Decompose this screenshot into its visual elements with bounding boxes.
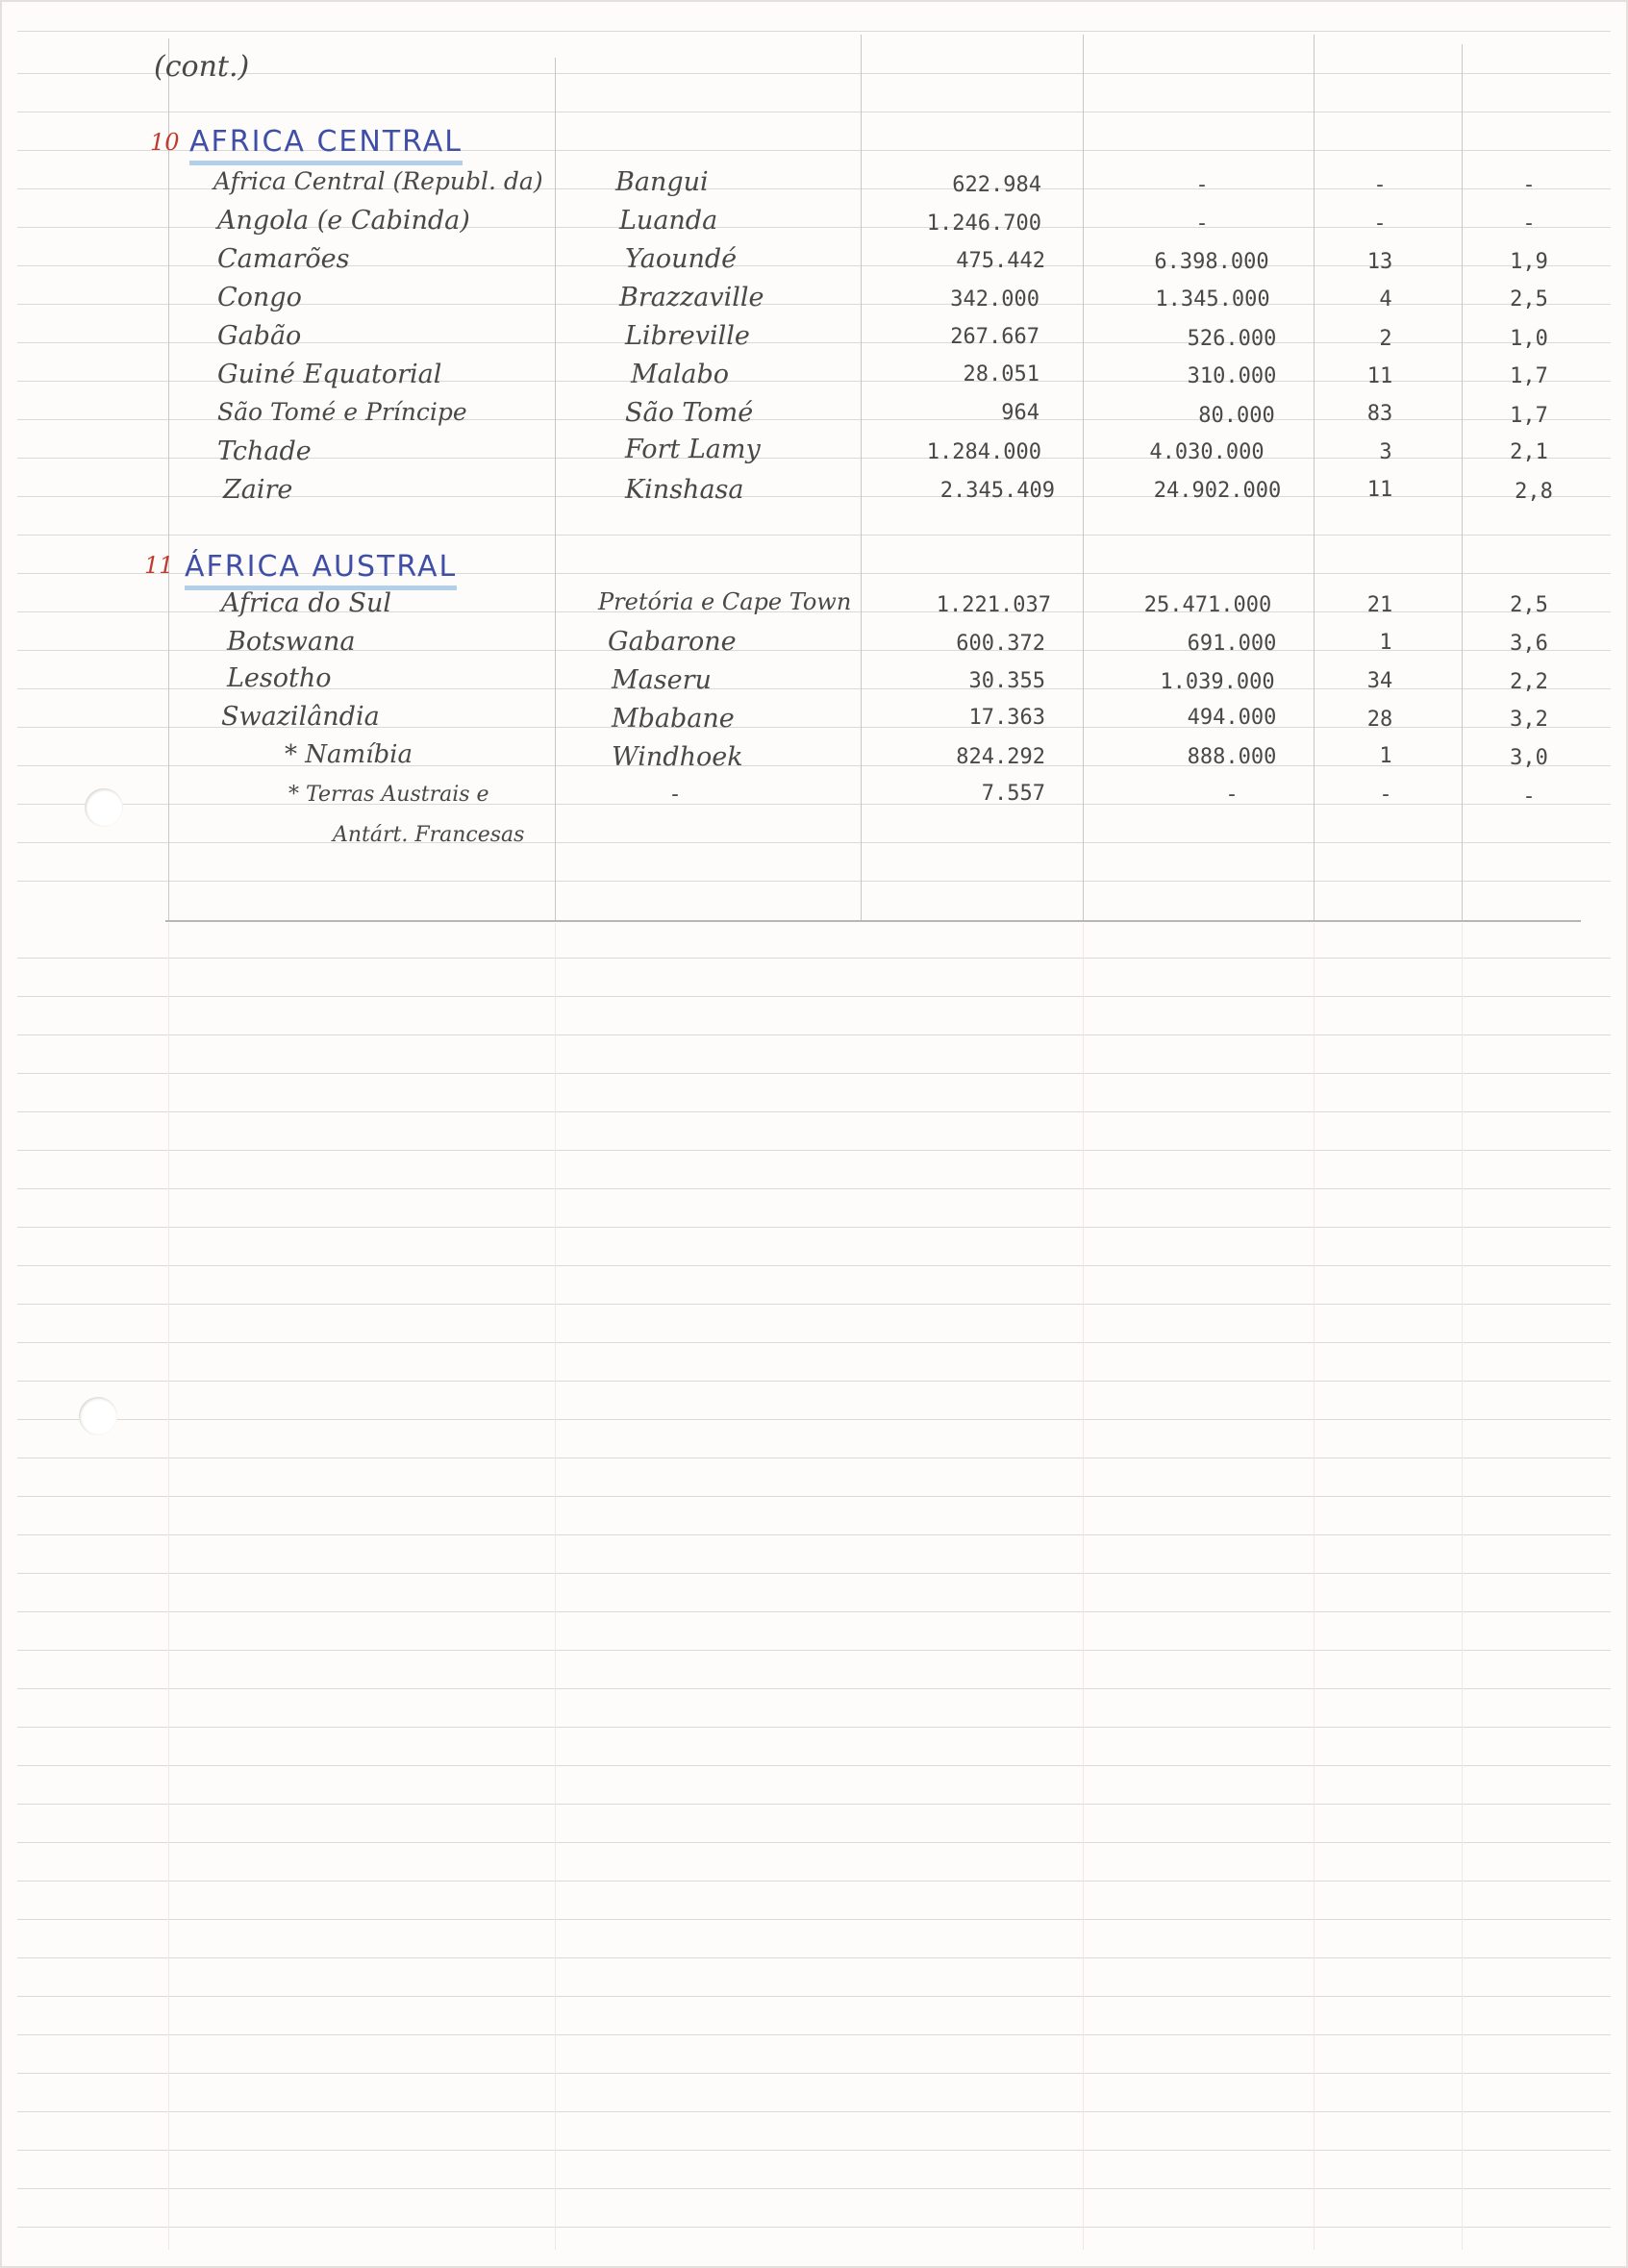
section-title: ÁFRICA AUSTRAL — [185, 550, 457, 590]
growth-cell: 1,7 — [1510, 364, 1548, 388]
growth-cell: 2,1 — [1510, 440, 1548, 464]
density-cell: 3 — [1379, 440, 1392, 464]
density-cell: 1 — [1379, 631, 1392, 655]
continuation-note: (cont.) — [154, 50, 250, 84]
country-cell-continued: Antárt. Francesas — [333, 823, 525, 847]
growth-cell: 3,0 — [1510, 746, 1548, 770]
area-cell: 2.345.409 — [939, 479, 1055, 503]
growth-cell: 1,9 — [1510, 250, 1548, 274]
capital-cell: Luanda — [619, 206, 718, 236]
population-cell: 691.000 — [1187, 632, 1277, 656]
capital-cell: Malabo — [631, 360, 730, 389]
punch-hole-bottom — [79, 1397, 117, 1435]
population-cell: 24.902.000 — [1153, 479, 1282, 503]
density-cell: 21 — [1366, 593, 1393, 617]
area-cell: 1.246.700 — [926, 212, 1041, 236]
growth-cell: - — [1522, 785, 1536, 809]
density-cell: 2 — [1379, 327, 1392, 351]
area-cell: 7.557 — [981, 782, 1045, 806]
country-cell: Lesotho — [227, 663, 332, 693]
country-cell: Guiné Equatorial — [217, 360, 442, 389]
country-cell: * Terras Austrais e — [288, 783, 489, 807]
capital-cell: Fort Lamy — [625, 435, 761, 464]
area-cell: 28.051 — [963, 362, 1039, 386]
density-cell: 83 — [1366, 402, 1393, 426]
country-cell: Camarões — [217, 244, 350, 274]
country-cell: Africa do Sul — [221, 588, 392, 618]
capital-cell: Mbabane — [612, 704, 735, 734]
country-cell: Congo — [217, 283, 302, 312]
density-cell: 13 — [1366, 250, 1393, 274]
population-cell: 310.000 — [1187, 364, 1277, 388]
country-cell: Africa Central (Republ. da) — [213, 167, 543, 195]
growth-cell: 2,2 — [1510, 670, 1548, 694]
density-cell: 4 — [1379, 287, 1392, 312]
capital-cell: Windhoek — [612, 742, 743, 772]
country-cell: Gabão — [217, 321, 302, 351]
area-cell: 267.667 — [950, 325, 1039, 349]
capital-cell: Brazzaville — [619, 283, 764, 312]
country-cell: Zaire — [223, 475, 293, 505]
capital-cell: Yaoundé — [625, 244, 738, 274]
area-cell: 964 — [1001, 401, 1039, 425]
density-cell: 11 — [1366, 364, 1393, 388]
area-cell: 30.355 — [968, 669, 1045, 693]
growth-cell: 2,5 — [1510, 593, 1548, 617]
area-cell: 622.984 — [952, 173, 1041, 197]
capital-cell: Libreville — [625, 321, 750, 351]
density-cell: 11 — [1366, 478, 1393, 502]
density-cell: 28 — [1366, 708, 1393, 732]
area-cell: 1.221.037 — [936, 593, 1051, 617]
population-cell: 494.000 — [1187, 706, 1277, 730]
area-cell: 600.372 — [956, 632, 1045, 656]
population-cell: 1.345.000 — [1155, 287, 1270, 312]
capital-cell: - — [668, 783, 682, 807]
density-cell: 34 — [1366, 669, 1393, 693]
capital-cell: Pretória e Cape Town — [598, 588, 852, 615]
capital-cell: Maseru — [612, 665, 712, 695]
area-cell: 17.363 — [968, 706, 1045, 730]
country-cell: Swazilândia — [221, 702, 380, 732]
population-cell: 80.000 — [1198, 404, 1275, 428]
area-cell: 824.292 — [956, 745, 1045, 769]
section-number: 11 — [144, 552, 174, 579]
population-cell: 6.398.000 — [1154, 250, 1269, 274]
population-cell: 1.039.000 — [1160, 670, 1275, 694]
area-cell: 1.284.000 — [926, 440, 1041, 464]
population-cell: - — [1195, 212, 1209, 236]
density-cell: - — [1373, 212, 1387, 236]
population-cell: 25.471.000 — [1143, 593, 1272, 617]
growth-cell: 2,8 — [1515, 480, 1553, 504]
population-cell: 4.030.000 — [1149, 440, 1265, 464]
capital-cell: Kinshasa — [625, 475, 744, 505]
density-cell: - — [1373, 173, 1387, 197]
section-title: AFRICA CENTRAL — [189, 125, 463, 165]
section-number: 10 — [150, 129, 180, 156]
country-cell: São Tomé e Príncipe — [217, 398, 467, 426]
population-cell: - — [1195, 173, 1209, 197]
capital-cell: Gabarone — [608, 627, 737, 657]
capital-cell: Bangui — [615, 167, 709, 197]
country-cell: * Namíbia — [285, 740, 413, 769]
growth-cell: 3,6 — [1510, 632, 1548, 656]
population-cell: - — [1225, 783, 1239, 807]
growth-cell: - — [1522, 173, 1536, 197]
area-cell: 342.000 — [950, 287, 1039, 312]
country-cell: Angola (e Cabinda) — [217, 206, 470, 236]
capital-cell: São Tomé — [625, 398, 754, 428]
growth-cell: - — [1522, 212, 1536, 236]
growth-cell: 3,2 — [1510, 708, 1548, 732]
country-cell: Botswana — [227, 627, 356, 657]
growth-cell: 1,0 — [1510, 327, 1548, 351]
population-cell: 526.000 — [1187, 327, 1277, 351]
population-cell: 888.000 — [1187, 745, 1277, 769]
density-cell: 1 — [1379, 744, 1392, 768]
country-cell: Tchade — [217, 436, 312, 466]
punch-hole-top — [85, 788, 123, 827]
density-cell: - — [1379, 783, 1392, 807]
growth-cell: 2,5 — [1510, 287, 1548, 312]
growth-cell: 1,7 — [1510, 404, 1548, 428]
area-cell: 475.442 — [956, 249, 1045, 273]
